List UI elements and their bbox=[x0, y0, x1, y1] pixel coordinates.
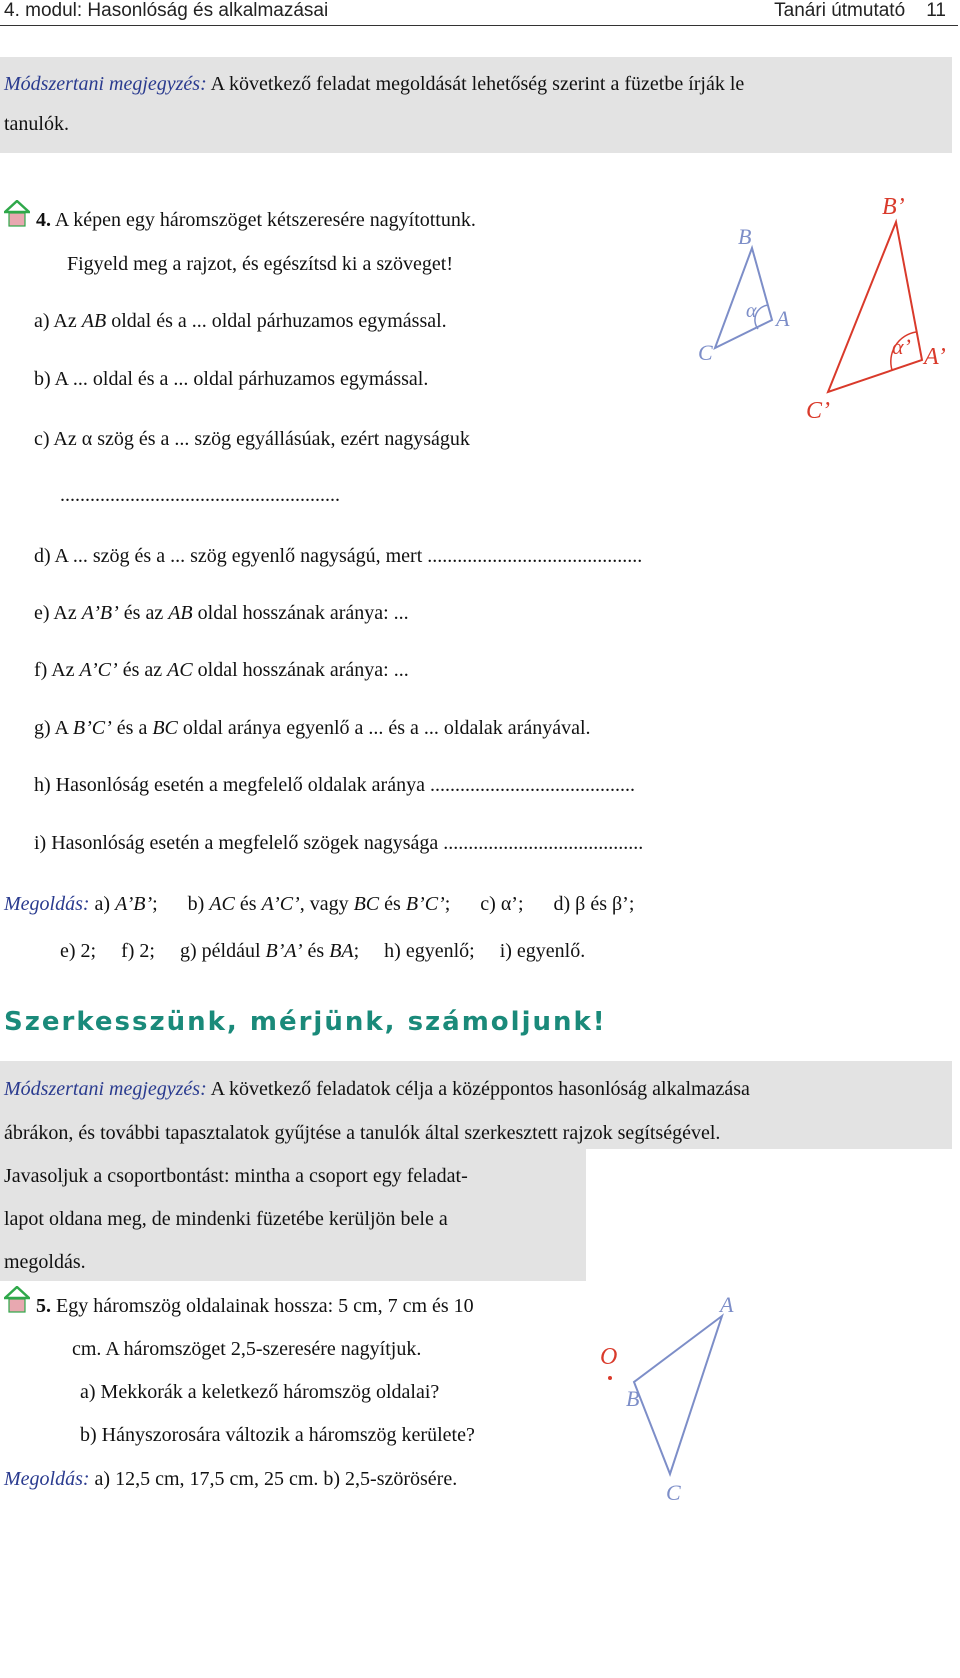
big-label-c: C’ bbox=[806, 398, 830, 424]
task-4-number: 4. bbox=[36, 209, 51, 231]
method-note-label-2: Módszertani megjegyzés: bbox=[4, 1078, 207, 1100]
task-4-item-c: c) Az α szög és a ... szög egyállásúak, ezért nagyságuk bbox=[34, 428, 470, 450]
solution-label: Megoldás: bbox=[4, 893, 90, 915]
small-label-alpha: α bbox=[746, 300, 757, 322]
method-note-2-text-1: A következő feladatok célja a középpontos hasonlóság alkalmazása bbox=[206, 1078, 750, 1100]
small-label-a: A bbox=[776, 306, 790, 331]
section-title: Szerkesszünk, mérjünk, számoljunk! bbox=[4, 1007, 607, 1037]
label-a: A bbox=[720, 1292, 734, 1317]
task-4-item-e: e) Az A’B’ és az AB oldal hosszának aránya: ... bbox=[34, 602, 409, 624]
task-5-item-b: b) Hányszorosára változik a háromszög kerülete? bbox=[80, 1424, 475, 1446]
task-4-item-f: f) Az A’C’ és az AC oldal hosszának aránya: ... bbox=[34, 659, 409, 681]
task-4-item-h: h) Hasonlóság esetén a megfelelő oldalak aránya ......................................... bbox=[34, 774, 635, 796]
label-c: C bbox=[666, 1480, 681, 1505]
task-5-number: 5. bbox=[36, 1295, 51, 1317]
label-o: O bbox=[600, 1344, 618, 1370]
center-triangle-figure bbox=[600, 1290, 770, 1530]
task-4-title-text: A képen egy háromszöget kétszeresére nagyítottunk. bbox=[51, 209, 476, 231]
task-4-item-i: i) Hasonlóság esetén a megfelelő szögek nagysága ........................................ bbox=[34, 832, 644, 854]
header-rule bbox=[0, 25, 958, 26]
solution-4-line-2: e) 2; f) 2; g) például B’A’ és BA; h) egyenlő; i) egyenlő. bbox=[60, 940, 586, 962]
page-number: 11 bbox=[926, 0, 946, 21]
house-icon bbox=[4, 200, 30, 228]
solution-5-text: a) 12,5 cm, 17,5 cm, 25 cm. b) 2,5-szörösére. bbox=[89, 1468, 458, 1490]
method-note-1-line-1 bbox=[4, 71, 744, 97]
task-5-triangle bbox=[634, 1316, 722, 1474]
big-label-a: A’ bbox=[924, 344, 946, 370]
label-b: B bbox=[626, 1386, 640, 1411]
small-label-c: C bbox=[698, 340, 713, 365]
solution-4-text-1: a) A’B’; b) AC és A’C’, vagy BC és B’C’; c) α’; d) β és β’; bbox=[89, 893, 635, 915]
method-note-2-line-1 bbox=[4, 1076, 750, 1102]
big-label-alpha: α’ bbox=[892, 334, 911, 359]
running-header-guide bbox=[774, 0, 946, 22]
method-note-2-line-4: lapot oldana meg, de mindenki füzetébe kerüljön bele a bbox=[4, 1208, 448, 1230]
method-note-2-line-2: ábrákon, és további tapasztalatok gyűjtése a tanulók által szerkesztett rajzok segítségével. bbox=[4, 1122, 721, 1144]
method-note-label: Módszertani megjegyzés: bbox=[4, 73, 207, 95]
task-4-title bbox=[36, 207, 476, 233]
task-4-item-b: b) A ... oldal és a ... oldal párhuzamos egymással. bbox=[34, 368, 429, 390]
guide-label: Tanári útmutató bbox=[774, 0, 906, 21]
solution-label: Megoldás: bbox=[4, 1468, 90, 1490]
method-note-2-line-5: megoldás. bbox=[4, 1251, 86, 1273]
big-label-b: B’ bbox=[882, 194, 905, 220]
task-4-item-a: a) Az AB oldal és a ... oldal párhuzamos egymással. bbox=[34, 310, 447, 332]
running-header-title: 4. modul: Hasonlóság és alkalmazásai bbox=[4, 0, 329, 21]
task-5-item-a: a) Mekkorák a keletkező háromszög oldalai? bbox=[80, 1381, 440, 1403]
center-point bbox=[608, 1376, 612, 1380]
small-triangle bbox=[715, 248, 772, 348]
house-icon bbox=[4, 1286, 30, 1314]
small-label-b: B bbox=[738, 224, 752, 249]
method-note-text: A következő feladat megoldását lehetőség szerint a füzetbe írják le bbox=[206, 73, 745, 95]
task-5-line-1 bbox=[36, 1293, 474, 1319]
triangle-enlargement-figure bbox=[698, 192, 954, 426]
task-4-item-g: g) A B’C’ és a BC oldal aránya egyenlő a ... és a ... oldalak arányával. bbox=[34, 717, 591, 739]
task-5-text-1: Egy háromszög oldalainak hossza: 5 cm, 7 cm és 10 bbox=[51, 1295, 474, 1317]
method-note-2-line-3: Javasoljuk a csoportbontást: mintha a csoport egy feladat- bbox=[4, 1165, 468, 1187]
method-note-1-line-2: tanulók. bbox=[4, 113, 69, 135]
task-5-line-2: cm. A háromszöget 2,5-szeresére nagyítjuk. bbox=[72, 1338, 422, 1360]
task-4-item-c-blank: ........................................................ bbox=[60, 484, 340, 506]
task-4-subtitle: Figyeld meg a rajzot, és egészítsd ki a szöveget! bbox=[67, 253, 453, 275]
big-triangle bbox=[828, 222, 922, 392]
solution-4-line-1 bbox=[4, 891, 634, 917]
solution-5-line bbox=[4, 1466, 457, 1492]
task-4-item-d: d) A ... szög és a ... szög egyenlő nagyságú, mert ........................................... bbox=[34, 545, 643, 567]
